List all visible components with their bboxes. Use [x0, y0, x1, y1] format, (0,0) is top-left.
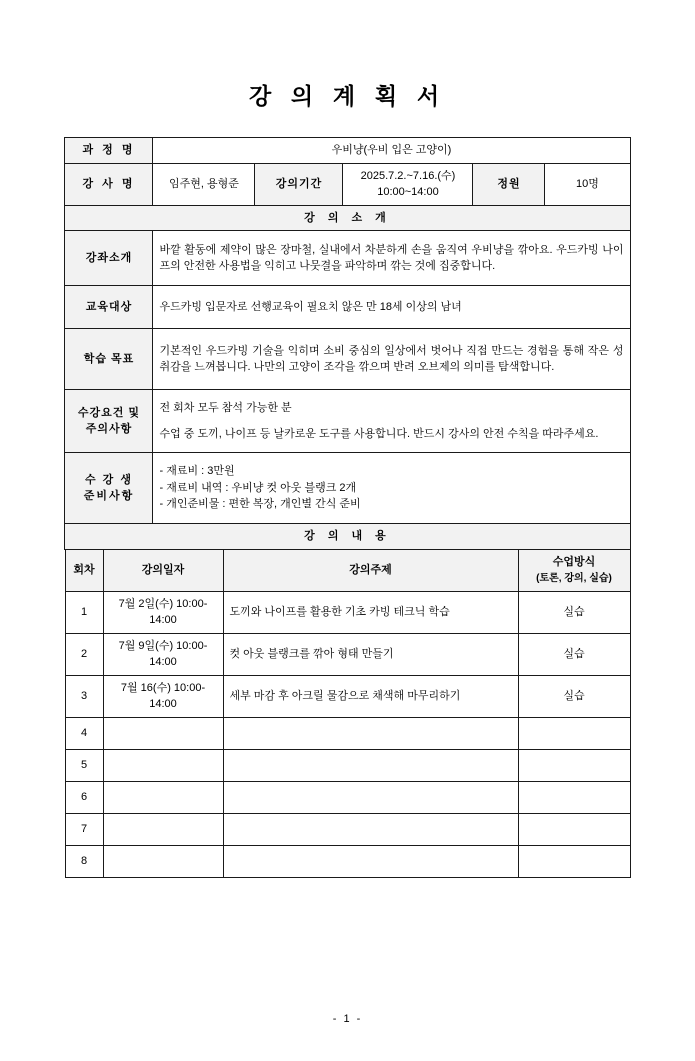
row-topic — [223, 845, 518, 877]
row-date — [103, 717, 223, 749]
col-method — [518, 549, 630, 591]
table-row — [65, 845, 630, 877]
page-title: 강 의 계 획 서 — [248, 84, 447, 109]
row-date: 7월 16(수) 10:00-14:00 — [103, 675, 223, 717]
target-label: 교육대상 — [65, 286, 153, 329]
capacity-label: 정원 — [473, 163, 545, 205]
course-info-table — [64, 137, 630, 550]
table-row — [65, 205, 630, 231]
requirement-value-line2: 수업 중 도끼, 나이프 등 날카로운 도구를 사용합니다. 반드시 강사의 안전 수칙을 따라주세요. — [159, 427, 599, 440]
period-value-line2: 10:00~14:00 — [377, 186, 439, 198]
col-topic: 강의주제 — [223, 549, 518, 591]
col-date: 강의일자 — [103, 549, 223, 591]
instructor-label: 강 사 명 — [65, 163, 153, 205]
row-session: 7 — [65, 813, 103, 845]
row-date — [103, 845, 223, 877]
intro-section-header: 강 의 소 개 — [65, 205, 630, 231]
row-date — [103, 813, 223, 845]
row-session: 2 — [65, 633, 103, 675]
requirement-label-line1: 수강요건 및 — [77, 406, 141, 419]
prep-item: - 재료비 내역 : 우비냥 컷 아웃 블랭크 2개 — [159, 481, 357, 494]
row-method — [518, 749, 630, 781]
requirement-label — [65, 390, 153, 453]
row-topic: 컷 아웃 블랭크를 깎아 형태 만들기 — [223, 633, 518, 675]
prep-item: - 재료비 : 3만원 — [159, 465, 235, 478]
row-date: 7월 9일(수) 10:00-14:00 — [103, 633, 223, 675]
row-session: 5 — [65, 749, 103, 781]
course-name-label: 과 정 명 — [65, 138, 153, 164]
row-topic — [223, 717, 518, 749]
prep-label-line1: 수 강 생 — [84, 473, 133, 486]
prep-value — [153, 453, 630, 524]
row-date — [103, 781, 223, 813]
row-session: 6 — [65, 781, 103, 813]
row-session: 8 — [65, 845, 103, 877]
table-row — [65, 163, 630, 205]
row-topic: 세부 마감 후 아크릴 물감으로 채색해 마무리하기 — [223, 675, 518, 717]
requirement-value-line1: 전 회차 모두 참석 가능한 분 — [159, 402, 292, 414]
row-session: 3 — [65, 675, 103, 717]
row-topic — [223, 813, 518, 845]
table-row — [65, 633, 630, 675]
goal-value: 기본적인 우드카빙 기술을 익히며 소비 중심의 일상에서 벗어나 직접 만드는 경험을 통해 작은 성취감을 느껴봅니다. 나만의 고양이 조각을 깎으며 반려 오브제의 의미를 탐색합니다. — [153, 329, 630, 390]
instructor-value: 임주현, 용형준 — [153, 163, 255, 205]
page-number: - 1 - — [332, 1013, 363, 1025]
table-row — [65, 329, 630, 390]
period-value — [343, 163, 473, 205]
content-section-header: 강 의 내 용 — [65, 524, 630, 550]
table-row — [65, 717, 630, 749]
row-method: 실습 — [518, 591, 630, 633]
col-method-line2: (토론, 강의, 실습) — [536, 572, 612, 584]
row-method: 실습 — [518, 633, 630, 675]
target-value: 우드카빙 입문자로 선행교육이 필요치 않은 만 18세 이상의 남녀 — [153, 286, 630, 329]
col-method-line1: 수업방식 — [552, 556, 596, 569]
table-row — [65, 675, 630, 717]
table-row — [65, 591, 630, 633]
table-row — [65, 749, 630, 781]
row-topic: 도끼와 나이프를 활용한 기초 카빙 테크닉 학습 — [223, 591, 518, 633]
document-page — [0, 78, 695, 1061]
goal-label: 학습 목표 — [65, 329, 153, 390]
row-method — [518, 813, 630, 845]
col-session: 회차 — [65, 549, 103, 591]
course-schedule-table — [65, 549, 631, 878]
table-row — [65, 390, 630, 453]
capacity-value: 10명 — [545, 163, 630, 205]
row-date — [103, 749, 223, 781]
row-method — [518, 717, 630, 749]
prep-label — [65, 453, 153, 524]
row-session: 4 — [65, 717, 103, 749]
overview-label: 강좌소개 — [65, 231, 153, 286]
table-row — [65, 781, 630, 813]
requirement-label-line2: 주의사항 — [85, 423, 133, 435]
requirement-value — [153, 390, 630, 453]
period-label: 강의기간 — [255, 163, 343, 205]
course-name-value: 우비냥(우비 입은 고양이) — [153, 138, 630, 164]
table-row — [65, 286, 630, 329]
row-topic — [223, 781, 518, 813]
schedule-header-row — [65, 549, 630, 591]
row-method: 실습 — [518, 675, 630, 717]
row-session: 1 — [65, 591, 103, 633]
row-date: 7월 2일(수) 10:00-14:00 — [103, 591, 223, 633]
row-topic — [223, 749, 518, 781]
row-method — [518, 781, 630, 813]
table-row — [65, 524, 630, 550]
table-row — [65, 138, 630, 164]
overview-value: 바깥 활동에 제약이 많은 장마철, 실내에서 차분하게 손을 움직여 우비냥을 깎아요. 우드카빙 나이프의 안전한 사용법을 익히고 나뭇결을 파악하며 깎는 것에 집중합니다. — [153, 231, 630, 286]
prep-label-line2: 준비사항 — [83, 490, 135, 502]
table-row — [65, 453, 630, 524]
prep-item: - 개인준비물 : 편한 복장, 개인별 간식 준비 — [159, 498, 361, 511]
row-method — [518, 845, 630, 877]
table-row — [65, 813, 630, 845]
period-value-line1: 2025.7.2.~7.16.(수) — [360, 169, 456, 182]
table-row — [65, 231, 630, 286]
